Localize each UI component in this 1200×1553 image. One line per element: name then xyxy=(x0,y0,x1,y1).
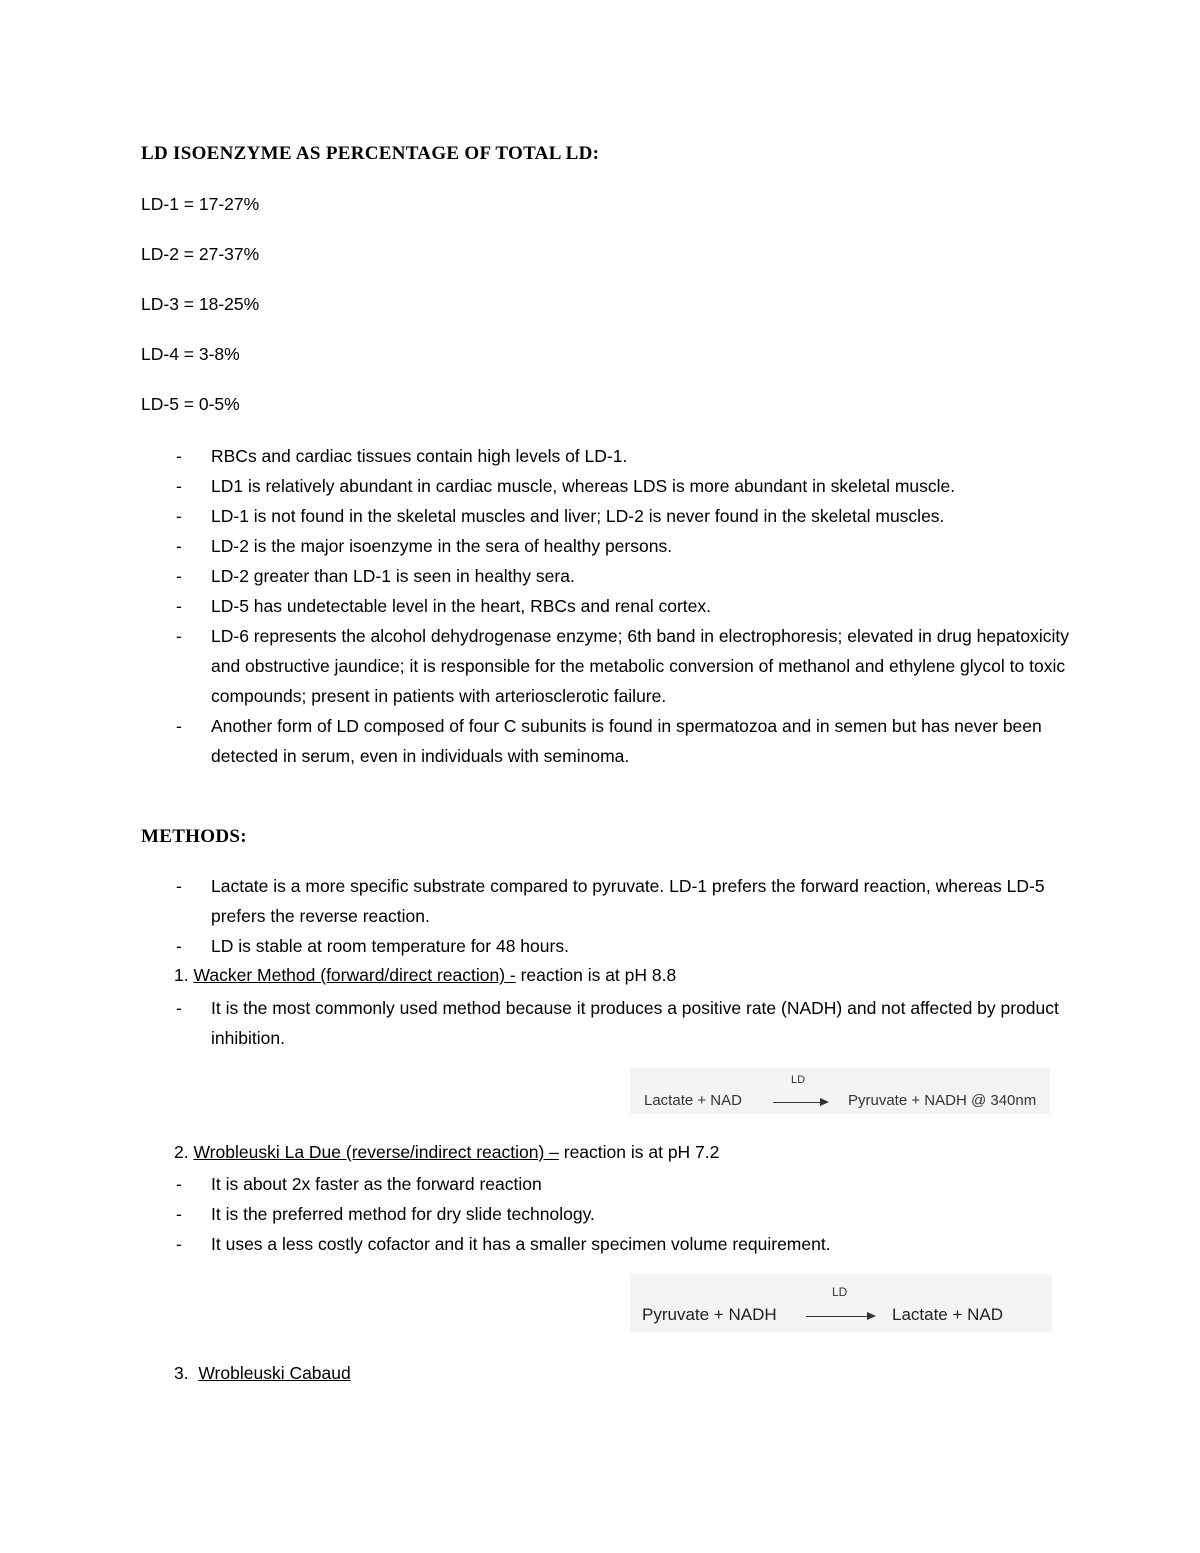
list-item: - Lactate is a more specific substrate compared to pyruvate. LD-1 prefers the forward reaction, whereas LD-5 prefers the reverse reaction. xyxy=(176,876,1045,926)
value-ld2: LD-2 = 27-37% xyxy=(141,244,260,264)
list-item: - LD-1 is not found in the skeletal muscles and liver; LD-2 is never found in the skeletal muscles. xyxy=(176,506,945,526)
arrow-icon xyxy=(806,1316,874,1317)
method-3-title: Wrobleuski Cabaud xyxy=(198,1363,351,1383)
value-ld4: LD-4 = 3-8% xyxy=(141,344,240,364)
list-item: - LD1 is relatively abundant in cardiac muscle, whereas LDS is more abundant in skeletal muscle. xyxy=(176,476,956,496)
list-item: - LD-6 represents the alcohol dehydrogenase enzyme; 6th band in electrophoresis; elevated in drug hepatoxicity and obstructive jaundice; it is responsible for the metabolic conversion of methanol and ethylene glycol to toxic compounds; present in patients with arteriosclerotic failure. xyxy=(176,626,1070,706)
list-item: - LD-5 has undetectable level in the heart, RBCs and renal cortex. xyxy=(176,596,712,616)
section-heading-methods: METHODS: xyxy=(141,826,247,847)
list-item: - Another form of LD composed of four C subunits is found in spermatozoa and in semen but has never been detected in serum, even in individuals with seminoma. xyxy=(176,716,1042,766)
method-2-heading: 2. Wrobleuski La Due (reverse/indirect reaction) – reaction is at pH 7.2 xyxy=(174,1142,720,1162)
list-item: - It is about 2x faster as the forward reaction xyxy=(176,1174,542,1194)
list-item: - It is the most commonly used method because it produces a positive rate (NADH) and not affected by product inhibition. xyxy=(176,998,1059,1048)
method-1-heading: 1. Wacker Method (forward/direct reaction) - reaction is at pH 8.8 xyxy=(174,965,677,985)
isoenzyme-bullet-list xyxy=(0,441,1200,771)
method-1-title: Wacker Method (forward/direct reaction) - xyxy=(193,965,516,985)
value-ld5: LD-5 = 0-5% xyxy=(141,394,240,414)
list-item: - LD-2 greater than LD-1 is seen in healthy sera. xyxy=(176,566,575,586)
method-2-bullet-list xyxy=(0,1169,1200,1259)
methods-bullet-list xyxy=(0,871,1200,961)
list-item: - LD-2 is the major isoenzyme in the sera of healthy persons. xyxy=(176,536,673,556)
list-item: - It is the preferred method for dry slide technology. xyxy=(176,1204,595,1224)
arrow-icon xyxy=(773,1102,827,1103)
value-ld1: LD-1 = 17-27% xyxy=(141,194,260,214)
value-ld3: LD-3 = 18-25% xyxy=(141,294,260,314)
document-page: LD ISOENZYME AS PERCENTAGE OF TOTAL LD: LD-1 = 17-27% LD-2 = 27-37% LD-3 = 18-25% LD-4 = 3-8% LD-5 = 0-5% - RBCs and cardiac tissues contain high levels of LD-1. - LD1 is relatively abundant in cardiac muscle, whereas LDS is more abundant in skeletal muscle. - LD-1 is not found in the skeletal muscles and liver; LD-2 is never found in the skeletal muscles. - LD-2 is the major isoenzyme in the sera of healthy persons. - LD-2 greater than LD-1 is seen in healthy sera. - LD-5 has undetectable level in the heart, RBCs and renal cortex. - LD-6 represents the alcohol dehydrogenase enzyme; 6th band in electrophoresis; elevated in drug hepatoxicity and obstructive jaundice; it is responsible for the metabolic conversion of methanol and ethylene glycol to toxic compounds; present in patients with arteriosclerotic failure. - Another form of LD composed of four C subunits is found in spermatozoa and in semen but has never been detected in serum, even in individuals with seminoma. METHODS: - Lactate is a more specific substrate compared to pyruvate. LD-1 prefers the forward reaction, whereas LD-5 prefers the reverse reaction. - LD is stable at room temperature for 48 hours. 1. Wacker Method (forward/direct reaction) - reaction is at pH 8.8 - It is the most commonly used method because it produces a positive rate (NADH) and not affected by product inhibition. LD Lactate + NAD Pyruvate + NADH @ 340nm 2. Wrobleuski La Due (reverse/indirect reaction) – reaction is at pH 7.2 - It is about 2x faster as the forward reaction - It is the preferred method for dry slide technology. - It uses a less costly cofactor and it has a smaller specimen volume requirement. LD Pyruvate + NADH Lactate + NAD 3. Wrobleuski Cabaud xyxy=(0,0,1200,1553)
method-2-title: Wrobleuski La Due (reverse/indirect reaction) – xyxy=(193,1142,559,1162)
method-3-heading: 3. Wrobleuski Cabaud xyxy=(174,1363,351,1383)
list-item: - It uses a less costly cofactor and it has a smaller specimen volume requirement. xyxy=(176,1234,831,1254)
list-item: - LD is stable at room temperature for 48 hours. xyxy=(176,936,569,956)
section-heading-isoenzyme: LD ISOENZYME AS PERCENTAGE OF TOTAL LD: xyxy=(141,143,600,164)
list-item: - RBCs and cardiac tissues contain high levels of LD-1. xyxy=(176,446,628,466)
method-1-bullet-list xyxy=(0,993,1200,1053)
